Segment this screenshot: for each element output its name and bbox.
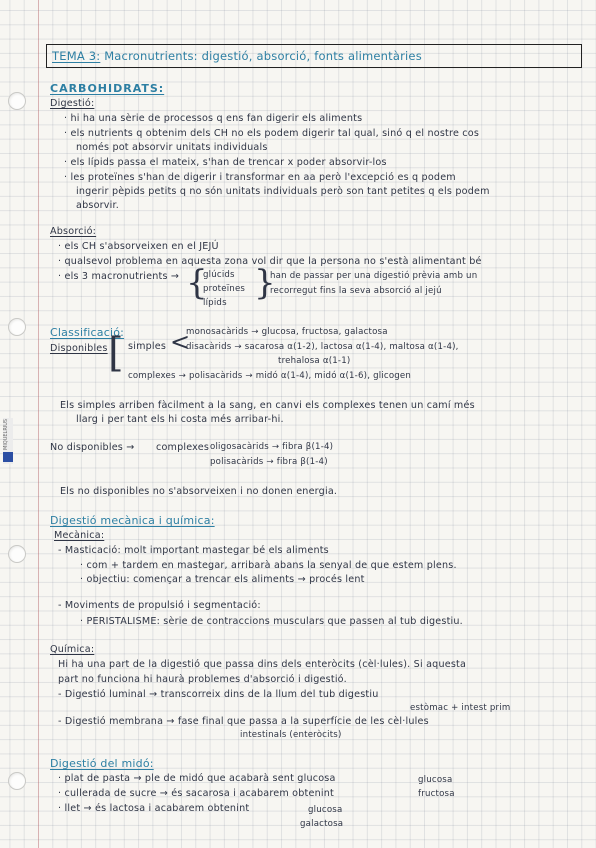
disacarids-line-2: trehalosa α(1-1) bbox=[278, 356, 351, 366]
disacarids-line: disacàrids → sacarosa α(1-2), lactosa α(1-4), maltosa α(1-4), bbox=[186, 342, 459, 352]
section-heading-carbohidrats: CARBOHIDRATS: bbox=[50, 82, 165, 95]
mido-line: · plat de pasta → ple de midó que acabarà sent glucosa bbox=[58, 773, 336, 784]
macronutrient-item: glúcids bbox=[203, 270, 235, 280]
digestio-mido-heading: Digestió del midó: bbox=[50, 757, 154, 770]
simples-label: simples bbox=[128, 341, 167, 352]
digestio-luminal-note: estòmac + intest prim bbox=[410, 703, 511, 713]
digestio-label: Digestió: bbox=[50, 98, 95, 109]
quimica-line: part no funciona hi haurà problemes d'absorció i digestió. bbox=[58, 674, 347, 685]
mido-line: · llet → és lactosa i acabarem obtenint bbox=[58, 803, 250, 814]
masticacio-detail: · com + tardem en mastegar, arribarà abans la senyal de que estem plens. bbox=[80, 560, 457, 571]
mido-result: glucosa bbox=[418, 775, 453, 785]
digestio-line: ingerir pèpids petits q no són unitats individuals però son tant petites q els podem bbox=[76, 186, 490, 197]
digestio-membrana-note: intestinals (enteròcits) bbox=[240, 730, 342, 740]
mido-line: · cullerada de sucre → és sacarosa i acabarem obtenint bbox=[58, 788, 334, 799]
binder-hole bbox=[8, 92, 26, 110]
macronutrient-item: lípids bbox=[203, 298, 227, 308]
mido-result: galactosa bbox=[300, 819, 344, 829]
binder-hole bbox=[8, 545, 26, 563]
absorcio-line: · qualsevol problema en aquesta zona vol dir que la persona no s'està alimentant bé bbox=[58, 256, 482, 267]
digestio-line: · els lípids passa el mateix, s'han de trencar x poder absorvir-los bbox=[64, 157, 387, 168]
classificacio-note: Els no disponibles no s'absorveixen i no donen energia. bbox=[60, 486, 338, 497]
classificacio-note: Els simples arriben fàcilment a la sang, en canvi els complexes tenen un camí més bbox=[60, 400, 475, 411]
digestio-mecanica-heading: Digestió mecànica i química: bbox=[50, 514, 215, 527]
digestio-line: només pot absorvir unitats individuals bbox=[76, 142, 268, 153]
absorcio-right: han de passar per una digestió prèvia amb un bbox=[270, 271, 478, 281]
left-brace: { bbox=[186, 263, 208, 303]
brand-label: MIQUELRIUS bbox=[3, 418, 9, 450]
monosacarids-line: monosacàrids → glucosa, fructosa, galactosa bbox=[186, 327, 388, 337]
right-brace: } bbox=[254, 263, 276, 303]
absorcio-label: Absorció: bbox=[50, 226, 97, 237]
simples-brace: < bbox=[170, 328, 191, 356]
title-text: Macronutrients: digestió, absorció, fonts alimentàries bbox=[104, 49, 422, 63]
complexes-line: complexes → polisacàrids → midó α(1-4), midó α(1-6), glicogen bbox=[128, 371, 412, 381]
masticacio-detail: · objectiu: començar a trencar els aliments → procés lent bbox=[80, 574, 365, 585]
binder-hole bbox=[8, 318, 26, 336]
polisacarids-line: polisacàrids → fibra β(1-4) bbox=[210, 457, 328, 467]
page-title bbox=[52, 49, 422, 63]
quimica-label: Química: bbox=[50, 644, 95, 655]
moviments-line: - Moviments de propulsió i segmentació: bbox=[58, 600, 261, 611]
absorcio-line: · els CH s'absorveixen en el JEJÚ bbox=[58, 241, 219, 252]
classificacio-note: llarg i per tant els hi costa més arribar-hi. bbox=[76, 414, 284, 425]
masticacio-line: - Masticació: molt important mastegar bé els aliments bbox=[58, 545, 329, 556]
no-disponibles-label: No disponibles → bbox=[50, 442, 135, 453]
margin-line bbox=[38, 0, 39, 848]
classificacio-heading: Classificació: bbox=[50, 326, 125, 339]
no-disponibles-complexes: complexes bbox=[156, 442, 210, 453]
disponibles-label: Disponibles bbox=[50, 343, 108, 354]
disponibles-brace: [ bbox=[108, 330, 124, 376]
mecanica-label: Mecànica: bbox=[54, 530, 105, 541]
digestio-line: · els nutrients q obtenim dels CH no els podem digerir tal qual, sinó q el nostre cos bbox=[64, 128, 480, 139]
digestio-membrana-line: - Digestió membrana → fase final que passa a la superfície de les cèl·lules bbox=[58, 716, 429, 727]
digestio-line: · hi ha una sèrie de processos q ens fan digerir els aliments bbox=[64, 113, 363, 124]
macronutrient-item: proteïnes bbox=[203, 284, 246, 294]
peristalisme-line: · PERISTALISME: sèrie de contraccions musculars que passen al tub digestiu. bbox=[80, 616, 463, 627]
binder-hole bbox=[8, 772, 26, 790]
digestio-line: · les proteïnes s'han de digerir i transformar en aa però l'excepció es q podem bbox=[64, 172, 456, 183]
oligosacarids-line: oligosacàrids → fibra β(1-4) bbox=[210, 442, 334, 452]
absorcio-line: · els 3 macronutrients → bbox=[58, 271, 180, 282]
mido-result: glucosa bbox=[308, 805, 343, 815]
absorcio-right: recorregut fins la seva absorció al jejú bbox=[270, 286, 442, 296]
mido-result: fructosa bbox=[418, 789, 455, 799]
quimica-line: Hi ha una part de la digestió que passa dins dels enteròcits (cèl·lules). Si aquesta bbox=[58, 659, 467, 670]
title-topic: TEMA 3: bbox=[52, 49, 101, 63]
brand-logo-icon bbox=[3, 452, 13, 462]
digestio-luminal-line: - Digestió luminal → transcorreix dins de la llum del tub digestiu bbox=[58, 689, 379, 700]
digestio-line: absorvir. bbox=[76, 200, 120, 211]
